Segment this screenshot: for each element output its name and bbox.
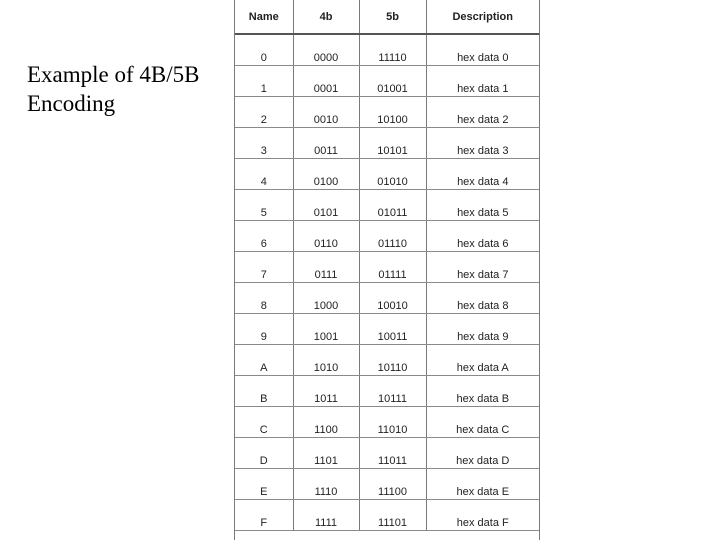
cell-4b: 0101	[293, 189, 359, 220]
cell-name: 4	[235, 158, 293, 189]
table-header-row	[235, 0, 539, 34]
table-row	[235, 34, 539, 65]
cell-4b: 1001	[293, 313, 359, 344]
cell-4b: 1111	[293, 499, 359, 530]
cell-name: 9	[235, 313, 293, 344]
table-row	[235, 499, 539, 530]
cell-5b: 10101	[359, 127, 426, 158]
table-row	[235, 189, 539, 220]
header-5b: 5b	[359, 0, 426, 34]
cell-5b: 11010	[359, 406, 426, 437]
cell-4b: 1100	[293, 406, 359, 437]
cell-4b: 0110	[293, 220, 359, 251]
cell-description: hex data B	[426, 375, 539, 406]
table-row	[235, 158, 539, 189]
cell-5b: 11100	[359, 468, 426, 499]
cell-description: hex data C	[426, 406, 539, 437]
cell-5b: 10111	[359, 375, 426, 406]
cell-description: hex data 0	[426, 34, 539, 65]
cell-4b: 1000	[293, 282, 359, 313]
cell-5b: 01110	[359, 220, 426, 251]
table-row	[235, 282, 539, 313]
table-body	[235, 34, 539, 530]
cell-name: 5	[235, 189, 293, 220]
cell-name: B	[235, 375, 293, 406]
cell-5b: 10011	[359, 313, 426, 344]
cell-name: A	[235, 344, 293, 375]
slide-title: Example of 4B/5B Encoding	[27, 62, 200, 116]
table-row	[235, 96, 539, 127]
table-row	[235, 344, 539, 375]
table-row	[235, 375, 539, 406]
cell-5b: 01011	[359, 189, 426, 220]
cell-description: hex data 9	[426, 313, 539, 344]
cell-name: 7	[235, 251, 293, 282]
cell-5b: 01001	[359, 65, 426, 96]
cell-4b: 0001	[293, 65, 359, 96]
cell-description: hex data D	[426, 437, 539, 468]
table-row	[235, 468, 539, 499]
cell-name: F	[235, 499, 293, 530]
cell-5b: 11110	[359, 34, 426, 65]
cell-4b: 1011	[293, 375, 359, 406]
cell-name: 2	[235, 96, 293, 127]
table-row	[235, 251, 539, 282]
table-row	[235, 437, 539, 468]
cell-description: hex data 7	[426, 251, 539, 282]
cell-5b: 11101	[359, 499, 426, 530]
cell-5b: 10100	[359, 96, 426, 127]
cell-4b: 0010	[293, 96, 359, 127]
cell-description: hex data 6	[426, 220, 539, 251]
cell-description: hex data 3	[426, 127, 539, 158]
cell-name: 6	[235, 220, 293, 251]
table-row	[235, 313, 539, 344]
cell-description: hex data F	[426, 499, 539, 530]
cell-4b: 1101	[293, 437, 359, 468]
cell-description: hex data 2	[426, 96, 539, 127]
cell-name: 8	[235, 282, 293, 313]
encoding-table	[235, 0, 539, 531]
table-row	[235, 127, 539, 158]
encoding-table-container	[234, 0, 540, 540]
cell-name: C	[235, 406, 293, 437]
table-row	[235, 406, 539, 437]
cell-description: hex data 1	[426, 65, 539, 96]
cell-4b: 1010	[293, 344, 359, 375]
table-row	[235, 65, 539, 96]
cell-4b: 0100	[293, 158, 359, 189]
cell-description: hex data 4	[426, 158, 539, 189]
cell-5b: 10010	[359, 282, 426, 313]
cell-5b: 01111	[359, 251, 426, 282]
cell-name: 0	[235, 34, 293, 65]
header-name: Name	[235, 0, 293, 34]
cell-description: hex data E	[426, 468, 539, 499]
table-row	[235, 220, 539, 251]
header-4b: 4b	[293, 0, 359, 34]
cell-description: hex data 8	[426, 282, 539, 313]
cell-5b: 10110	[359, 344, 426, 375]
header-description: Description	[426, 0, 539, 34]
cell-description: hex data 5	[426, 189, 539, 220]
cell-4b: 1110	[293, 468, 359, 499]
cell-4b: 0011	[293, 127, 359, 158]
cell-name: 1	[235, 65, 293, 96]
cell-4b: 0111	[293, 251, 359, 282]
cell-4b: 0000	[293, 34, 359, 65]
cell-5b: 01010	[359, 158, 426, 189]
cell-name: E	[235, 468, 293, 499]
cell-5b: 11011	[359, 437, 426, 468]
cell-description: hex data A	[426, 344, 539, 375]
cell-name: D	[235, 437, 293, 468]
cell-name: 3	[235, 127, 293, 158]
